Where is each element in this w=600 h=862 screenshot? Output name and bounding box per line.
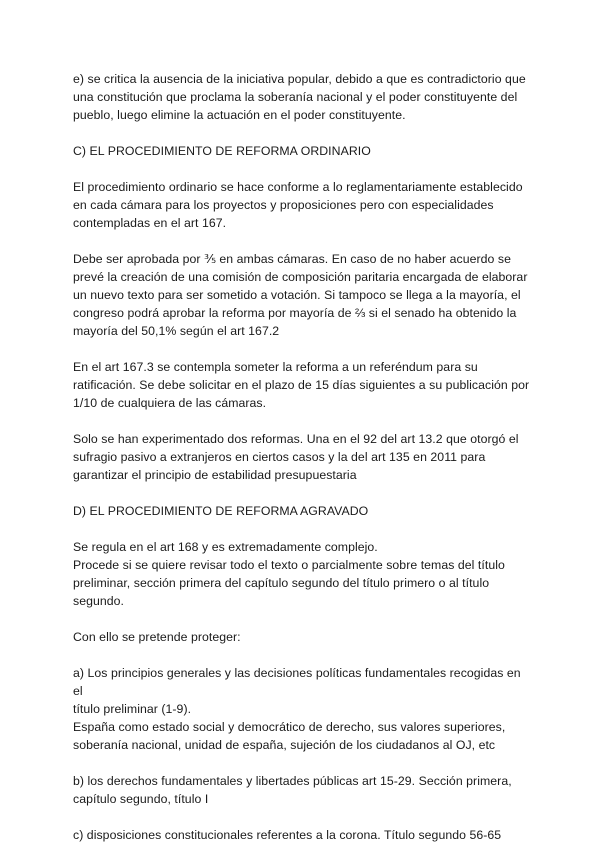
document-body — [73, 70, 533, 862]
text-line: e) se critica la ausencia de la iniciativa popular, debido a que es contradictorio que — [73, 72, 526, 86]
paragraph-reformas — [73, 430, 533, 484]
text-line: garantizar el principio de estabilidad presupuestaria — [73, 468, 357, 482]
list-item-a — [73, 664, 533, 754]
paragraph-art-168 — [73, 538, 533, 610]
text-line: preliminar, sección primera del capítulo segundo del título primero o al título — [73, 576, 490, 590]
text-line: título preliminar (1-9). — [73, 702, 192, 716]
text-line: una constitución que proclama la soberanía nacional y el poder constituyente del — [73, 90, 518, 104]
text-line: mayoría del 50,1% según el art 167.2 — [73, 324, 280, 338]
text-line: prevé la creación de una comisión de composición paritaria encargada de elaborar — [73, 270, 528, 284]
heading-text: D) EL PROCEDIMIENTO DE REFORMA AGRAVADO — [73, 504, 369, 518]
paragraph-proteger — [73, 628, 533, 646]
paragraph-referendum — [73, 358, 533, 412]
list-item-c — [73, 826, 533, 844]
text-line: Procede si se quiere revisar todo el texto o parcialmente sobre temas del título — [73, 558, 505, 572]
heading-text: C) EL PROCEDIMIENTO DE REFORMA ORDINARIO — [73, 144, 371, 158]
text-line: b) los derechos fundamentales y libertades públicas art 15-29. Sección primera, — [73, 774, 512, 788]
text-line: soberanía nacional, unidad de españa, sujeción de los ciudadanos al OJ, etc — [73, 738, 496, 752]
text-line: a) Los principios generales y las decisiones políticas fundamentales recogidas en el — [73, 666, 521, 698]
text-line: un nuevo texto para ser sometido a votación. Si tampoco se llega a la mayoría, el — [73, 288, 521, 302]
text-line: En el art 167.3 se contempla someter la reforma a un referéndum para su — [73, 360, 478, 374]
paragraph-iniciativa-popular — [73, 70, 533, 124]
text-line: Solo se han experimentado dos reformas. Una en el 92 del art 13.2 que otorgó el — [73, 432, 519, 446]
text-line: sufragio pasivo a extranjeros en ciertos casos y la del art 135 en 2011 para — [73, 450, 486, 464]
text-line: c) disposiciones constitucionales referentes a la corona. Título segundo 56-65 — [73, 828, 502, 842]
text-line: España como estado social y democrático de derecho, sus valores superiores, — [73, 720, 506, 734]
text-line: contempladas en el art 167. — [73, 216, 227, 230]
text-line: 1/10 de cualquiera de las cámaras. — [73, 396, 267, 410]
list-item-b — [73, 772, 533, 808]
paragraph-procedimiento-ordinario — [73, 178, 533, 232]
text-line: capítulo segundo, título I — [73, 792, 209, 806]
section-heading-agravado — [73, 502, 533, 520]
text-line: Con ello se pretende proteger: — [73, 630, 241, 644]
text-line: segundo. — [73, 594, 124, 608]
text-line: ratificación. Se debe solicitar en el plazo de 15 días siguientes a su publicación por — [73, 378, 530, 392]
text-line: congreso podrá aprobar la reforma por mayoría de ⅔ si el senado ha obtenido la — [73, 306, 517, 320]
text-line: en cada cámara para los proyectos y proposiciones pero con especialidades — [73, 198, 494, 212]
text-line: Debe ser aprobada por ⅗ en ambas cámaras. En caso de no haber acuerdo se — [73, 252, 511, 266]
paragraph-aprobacion — [73, 250, 533, 340]
text-line: El procedimiento ordinario se hace conforme a lo reglamentariamente establecido — [73, 180, 523, 194]
section-heading-ordinario — [73, 142, 533, 160]
text-line: pueblo, luego elimine la actuación en el poder constituyente. — [73, 108, 406, 122]
text-line: Se regula en el art 168 y es extremadamente complejo. — [73, 540, 378, 554]
